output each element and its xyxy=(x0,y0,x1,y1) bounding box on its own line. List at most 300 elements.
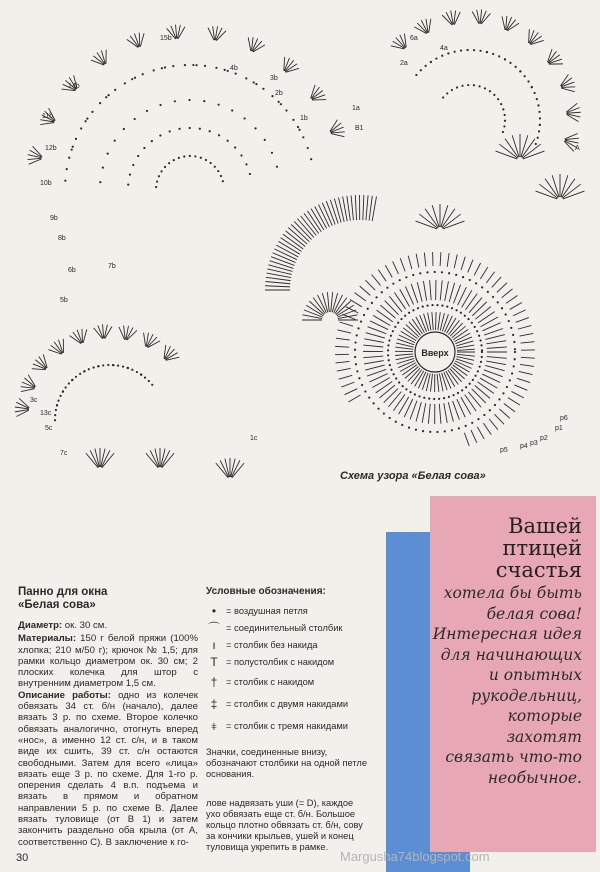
chain-dot xyxy=(99,181,101,183)
chain-dot xyxy=(72,146,74,148)
chain-dot xyxy=(426,271,428,273)
chain-dot xyxy=(377,408,379,410)
chain-dot xyxy=(477,418,479,420)
chain-dot xyxy=(475,282,477,284)
chain-dot xyxy=(436,431,438,433)
chain-dot xyxy=(513,341,515,343)
chain-dot xyxy=(465,386,467,388)
stitch-fan xyxy=(331,132,345,133)
chain-dot xyxy=(408,427,410,429)
ring-stitches xyxy=(494,414,504,424)
chain-dot xyxy=(395,377,397,379)
neck-stitches xyxy=(372,196,376,221)
chain-dot xyxy=(79,373,81,375)
ring-stitches xyxy=(455,337,472,344)
ring-stitches xyxy=(499,409,509,418)
row-label: B1 xyxy=(355,125,364,132)
chain-dot xyxy=(535,143,537,145)
ring-stitches xyxy=(385,301,399,315)
chain-dot xyxy=(114,89,116,91)
chain-dot xyxy=(509,379,511,381)
chain-dot xyxy=(215,67,217,69)
chain-dot xyxy=(478,85,480,87)
chain-dot xyxy=(509,62,511,64)
neck-stitches xyxy=(330,200,338,224)
chain-dot xyxy=(66,168,68,170)
chain-dot xyxy=(399,279,401,281)
ring-stitches xyxy=(514,385,527,390)
chain-dot xyxy=(355,363,357,365)
chain-dot xyxy=(483,414,485,416)
ring-stitches xyxy=(487,347,507,348)
ring-stitches xyxy=(364,339,384,343)
ring-stitches xyxy=(372,275,381,286)
chart-caption: Схема узора «Белая сова» xyxy=(340,470,486,482)
chain-dot xyxy=(85,120,87,122)
ring-stitches xyxy=(367,369,386,376)
legend-note: Значки, соединенные внизу, обозначают столбики на одной петле основания. xyxy=(206,747,368,779)
chain-dot xyxy=(254,127,256,129)
work-paragraph: Описание работы: одно из колечек обвязать 34 ст. б/н (начало), далее вязать 3 р. по схеме. Второе колечко обвязать аналогично, отогнуть вперед «нос», а именно 12 ст. с/н, и в таком виде их сшить, 39 ст. с/н остаются свободными. Затем для всего «лица» вязать еще 3 р. по схеме. Для 1-го р. оперения сделать 4 в.п. подъема и вязать в прямом и обратном направлении 5 р. по схеме В. Далее вязать туловище (от В 1) и затем закончить раздельно оба крыла (от А, соответственно С). В заключение к го- xyxy=(18,689,199,848)
chain-dot xyxy=(227,140,229,142)
ring-stitches xyxy=(384,389,398,403)
chain-dot xyxy=(464,315,466,317)
ring-stitches xyxy=(454,255,457,269)
chain-dot xyxy=(404,315,406,317)
chain-dot xyxy=(143,147,145,149)
chain-dot xyxy=(514,348,516,350)
chain-dot xyxy=(502,131,504,133)
chain-dot xyxy=(471,322,473,324)
chain-dot xyxy=(262,88,264,90)
chain-dot xyxy=(134,118,136,120)
feature-heading-1: Вашей xyxy=(508,514,582,538)
chain-dot xyxy=(68,382,70,384)
chain-dot xyxy=(357,327,359,329)
ring-stitches xyxy=(360,286,371,295)
ring-stitches xyxy=(337,330,351,333)
chain-dot xyxy=(511,372,513,374)
chain-dot xyxy=(436,304,438,306)
ring-stitches xyxy=(521,357,535,358)
row-label: 12b xyxy=(45,145,57,152)
diameter-paragraph: Диаметр: ок. 30 см. xyxy=(18,620,108,631)
feature-line: и опытных xyxy=(488,666,582,684)
ring-stitches xyxy=(453,401,460,420)
ring-stitches xyxy=(492,277,501,288)
chain-dot xyxy=(461,389,463,391)
row-label: 6b xyxy=(68,267,76,274)
chain-dot xyxy=(492,296,494,298)
row-label: 3b xyxy=(270,75,278,82)
chain-dot xyxy=(422,430,424,432)
chain-dot xyxy=(234,146,236,148)
ring-stitches xyxy=(465,395,476,411)
chain-dot xyxy=(204,65,206,67)
row-label: 5b xyxy=(60,297,68,304)
row-label: 4a xyxy=(440,45,448,52)
chain-dot xyxy=(484,87,486,89)
ring-stitches xyxy=(510,303,522,310)
chain-dot xyxy=(389,417,391,419)
chain-dot xyxy=(123,128,125,130)
ring-stitches xyxy=(457,354,475,356)
ring-stitches xyxy=(380,385,395,398)
chain-dot xyxy=(364,390,366,392)
chain-dot xyxy=(169,130,171,132)
ring-stitches xyxy=(438,312,440,330)
chain-dot xyxy=(539,117,541,119)
feature-body xyxy=(432,583,582,788)
ring-stitches xyxy=(486,361,506,364)
chain-dot xyxy=(360,320,362,322)
beak-stitches xyxy=(331,292,333,312)
ring-stitches xyxy=(363,356,383,358)
feature-line: белая сова! xyxy=(486,604,582,623)
chain-dot xyxy=(386,287,388,289)
chain-dot xyxy=(504,58,506,60)
chain-dot xyxy=(494,404,496,406)
chain-dot xyxy=(479,366,481,368)
chain-dot xyxy=(500,103,502,105)
ring-stitches xyxy=(411,284,418,303)
ring-stitches xyxy=(484,370,503,377)
chain-dot xyxy=(127,183,129,185)
stitch-fan xyxy=(284,57,285,71)
neck-stitches xyxy=(294,221,311,239)
chain-dot xyxy=(451,429,453,431)
row-label: p6 xyxy=(560,415,568,422)
chain-dot xyxy=(297,126,299,128)
chain-dot xyxy=(448,272,450,274)
ring-stitches xyxy=(430,280,431,300)
chain-dot xyxy=(400,318,402,320)
chain-dot xyxy=(107,94,109,96)
chain-dot xyxy=(164,66,166,68)
chain-dot xyxy=(539,124,541,126)
neck-stitches xyxy=(266,277,291,280)
ring-stitches xyxy=(518,325,531,329)
chain-dot xyxy=(419,272,421,274)
ring-stitches xyxy=(339,375,352,379)
chain-dot xyxy=(224,69,226,71)
chain-dot xyxy=(264,139,266,141)
chain-dot xyxy=(124,82,126,84)
neck-stitches xyxy=(369,196,372,221)
chain-dot xyxy=(231,109,233,111)
ring-stitches xyxy=(484,329,503,336)
chain-dot xyxy=(194,155,196,157)
chain-dot xyxy=(441,304,443,306)
stitch-fan xyxy=(529,29,530,43)
ring-stitches xyxy=(516,318,529,323)
ring-stitches xyxy=(389,296,402,311)
legend-item xyxy=(206,693,368,715)
chain-dot xyxy=(462,276,464,278)
chain-dot xyxy=(114,140,116,142)
chain-dot xyxy=(156,180,158,182)
chain-dot xyxy=(497,301,499,303)
chain-dot xyxy=(502,392,504,394)
neck-stitches xyxy=(347,196,350,221)
chain-dot xyxy=(245,77,247,79)
ring-stitches xyxy=(471,430,477,443)
chain-dot xyxy=(446,306,448,308)
chain-dot xyxy=(481,356,483,358)
ring-stitches xyxy=(511,391,523,397)
ring-stitches xyxy=(365,280,375,290)
chain-dot xyxy=(489,409,491,411)
ring-stitches xyxy=(355,293,366,301)
chain-dot xyxy=(429,431,431,433)
ring-stitches xyxy=(408,256,412,269)
chain-dot xyxy=(527,80,529,82)
ring-stitches xyxy=(521,342,535,343)
chain-dot xyxy=(56,404,58,406)
chain-dot xyxy=(134,77,136,79)
chain-dot xyxy=(278,101,280,103)
chain-dot xyxy=(132,164,134,166)
chain-dot xyxy=(395,421,397,423)
legend-item xyxy=(206,637,368,654)
stitch-fan xyxy=(502,16,505,30)
chain-dot xyxy=(512,334,514,336)
chain-dot xyxy=(131,369,133,371)
chain-dot xyxy=(361,384,363,386)
chain-dot xyxy=(363,314,365,316)
ring-stitches xyxy=(416,402,421,421)
row-label: 14b xyxy=(68,83,80,90)
chain-dot xyxy=(227,70,229,72)
row-label: p1 xyxy=(555,425,563,432)
chain-dot xyxy=(310,158,312,160)
chain-dot xyxy=(487,291,489,293)
chain-dot xyxy=(514,351,516,353)
chain-dot xyxy=(438,398,440,400)
chain-dot xyxy=(465,425,467,427)
chain-dot xyxy=(159,104,161,106)
chain-dot xyxy=(354,356,356,358)
chain-dot xyxy=(203,100,205,102)
ring-stitches xyxy=(350,299,362,306)
feature-line: связать что-то xyxy=(445,748,582,766)
chain-dot xyxy=(503,125,505,127)
chain-dot xyxy=(443,397,445,399)
row-label: p3 xyxy=(530,440,538,447)
ring-stitches xyxy=(485,335,504,340)
chain-dot xyxy=(255,83,257,85)
chain-dot xyxy=(122,365,124,367)
ring-stitches xyxy=(447,253,449,267)
row-label: 1a xyxy=(352,105,360,112)
chain-dot xyxy=(515,66,517,68)
ring-stitches xyxy=(363,345,383,347)
ring-stitches xyxy=(506,295,518,303)
ring-stitches xyxy=(366,333,385,338)
chain-dot xyxy=(387,349,389,351)
chain-dot xyxy=(189,127,191,129)
chain-dot xyxy=(218,134,220,136)
chain-dot xyxy=(354,349,356,351)
legend-symbol-icon: ⌒ xyxy=(207,621,220,635)
legend-label: = столбик с двумя накидами xyxy=(226,698,349,709)
chain-dot xyxy=(184,64,186,66)
feature-heading-2: птицей xyxy=(502,536,582,560)
chain-dot xyxy=(218,104,220,106)
chain-dot xyxy=(533,92,535,94)
chain-dot xyxy=(467,318,469,320)
chain-dot xyxy=(480,361,482,363)
ring-stitches xyxy=(456,341,473,346)
feature-heading-3: счастья xyxy=(495,558,582,582)
chain-dot xyxy=(536,98,538,100)
legend-symbol-icon: T xyxy=(210,655,218,669)
ring-stitches xyxy=(346,307,358,313)
stitch-fan xyxy=(429,19,431,33)
chain-dot xyxy=(192,64,194,66)
chain-dot xyxy=(389,364,391,366)
row-label: 2b xyxy=(275,90,283,97)
chain-dot xyxy=(127,367,129,369)
chain-dot xyxy=(428,398,430,400)
chain-dot xyxy=(298,129,300,131)
legend-title: Условные обозначения: xyxy=(206,586,326,597)
chain-dot xyxy=(469,279,471,281)
legend-label: = столбик с тремя накидами xyxy=(226,720,348,731)
ring-stitches xyxy=(465,294,477,310)
ring-stitches xyxy=(337,368,351,371)
chain-dot xyxy=(457,392,459,394)
ring-stitches xyxy=(393,261,399,274)
ring-stitches xyxy=(519,371,533,374)
legend-item xyxy=(206,620,368,637)
ring-stitches xyxy=(475,307,491,320)
chain-dot xyxy=(245,163,247,165)
ring-stitches xyxy=(508,398,520,405)
stitch-fan xyxy=(331,134,345,137)
chain-dot xyxy=(83,370,85,372)
ring-stitches xyxy=(440,252,441,266)
chain-dot xyxy=(473,84,475,86)
chain-dot xyxy=(458,427,460,429)
ring-stitches xyxy=(385,265,392,277)
chain-dot xyxy=(476,330,478,332)
stitch-fan xyxy=(506,16,507,30)
chain-dot xyxy=(222,180,224,182)
ring-stitches xyxy=(340,322,353,326)
legend-symbol-icon: • xyxy=(211,604,217,618)
neck-stitches xyxy=(265,286,290,287)
stitch-fan xyxy=(40,123,54,125)
chain-dot xyxy=(155,186,157,188)
chain-dot xyxy=(401,424,403,426)
chain-dot xyxy=(368,396,370,398)
chain-dot xyxy=(93,366,95,368)
chain-dot xyxy=(199,128,201,130)
chain-dot xyxy=(538,111,540,113)
chain-dot xyxy=(62,391,64,393)
chain-dot xyxy=(492,53,494,55)
article-column xyxy=(18,586,198,848)
chain-dot xyxy=(220,175,222,177)
row-label: 1b xyxy=(300,115,308,122)
chain-dot xyxy=(412,274,414,276)
ring-stitches xyxy=(472,389,486,403)
chain-dot xyxy=(388,339,390,341)
chain-dot xyxy=(59,395,61,397)
chain-dot xyxy=(307,147,309,149)
neck-stitches xyxy=(366,195,368,220)
chain-dot xyxy=(64,180,66,182)
beak-stitches xyxy=(327,292,329,312)
ring-stitches xyxy=(336,338,350,340)
chain-dot xyxy=(435,57,437,59)
ring-stitches xyxy=(474,263,480,275)
stitch-fan xyxy=(567,112,581,113)
chain-dot xyxy=(461,85,463,87)
chain-dot xyxy=(474,375,476,377)
chain-dot xyxy=(460,312,462,314)
chain-dot xyxy=(456,86,458,88)
article-title: Панно для окна «Белая сова» xyxy=(18,586,108,611)
ring-stitches xyxy=(487,357,507,359)
chain-dot xyxy=(506,386,508,388)
ring-stitches xyxy=(365,365,384,370)
chain-dot xyxy=(498,55,500,57)
chain-dot xyxy=(217,170,219,172)
chain-dot xyxy=(214,166,216,168)
chain-dot xyxy=(148,380,150,382)
chain-dot xyxy=(161,67,163,69)
chain-dot xyxy=(137,155,139,157)
chain-dot xyxy=(160,170,162,172)
ring-stitches xyxy=(449,283,454,302)
chain-dot xyxy=(356,334,358,336)
neck-stitches xyxy=(265,282,290,284)
chain-dot xyxy=(205,159,207,161)
chain-dot xyxy=(486,51,488,53)
chain-dot xyxy=(55,409,57,411)
chain-dot xyxy=(505,313,507,315)
chain-dot xyxy=(71,379,73,381)
ring-stitches xyxy=(341,382,354,387)
chain-dot xyxy=(235,73,237,75)
ring-stitches xyxy=(468,260,473,273)
chain-dot xyxy=(280,103,282,105)
chain-dot xyxy=(136,371,138,373)
chain-dot xyxy=(524,75,526,77)
ring-stitches xyxy=(520,333,534,336)
row-label: 3c xyxy=(30,397,38,404)
ring-stitches xyxy=(448,402,453,421)
ring-stitches xyxy=(380,305,395,318)
chain-dot xyxy=(168,162,170,164)
chain-dot xyxy=(172,65,174,67)
chain-dot xyxy=(537,137,539,139)
chain-dot xyxy=(430,61,432,63)
chain-dot xyxy=(75,376,77,378)
continuation-text: лове надвязать уши (= D), каждое ухо обвязать еще ст. б/н. Большое кольцо плотно обвязать ст. б/н, сову за кончики крыльев, ушей и конец туловища укрепить в рамке. xyxy=(206,798,363,852)
chain-dot xyxy=(434,271,436,273)
chain-dot xyxy=(444,430,446,432)
chain-dot xyxy=(249,173,251,175)
neck-stitches xyxy=(363,195,364,220)
chain-dot xyxy=(394,326,396,328)
chain-dot xyxy=(397,322,399,324)
row-label: 9b xyxy=(50,215,58,222)
row-label: 11b xyxy=(42,113,54,120)
ring-stitches xyxy=(335,346,349,347)
